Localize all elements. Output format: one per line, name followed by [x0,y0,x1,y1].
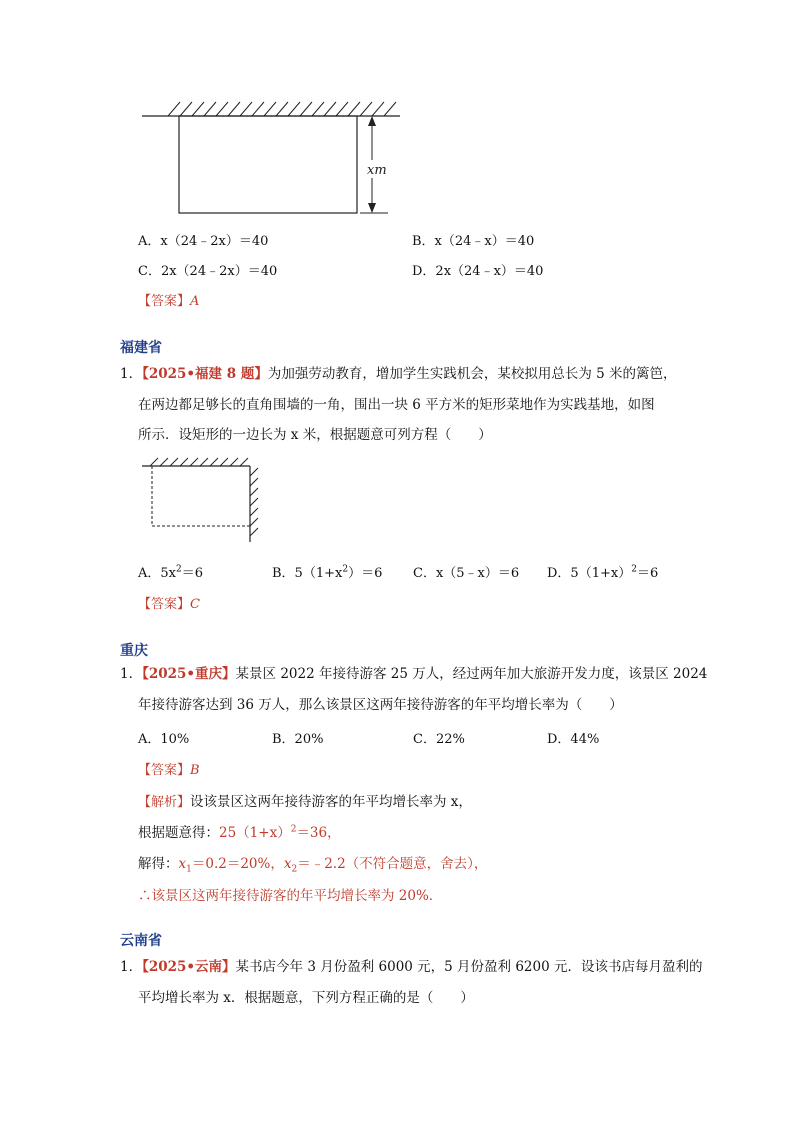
q0-option-c: C．2x（24﹣2x）＝40 [138,264,278,279]
subscript: 2 [291,864,298,875]
option-text: ＝6 [636,566,659,581]
q0-answer [138,290,199,309]
fujian-question-line3: 所示．设矩形的一边长为 x 米，根据题意可列方程（ ） [138,427,492,443]
section-heading-chongqing: 重庆 [120,643,148,659]
analysis-text: 根据题意得： [138,825,219,841]
answer-value: C [190,597,200,612]
question-number: 1． [120,366,143,382]
fujian-question-line2: 在两边都足够长的直角围墙的一角，围出一块 6 平方米的矩形菜地作为实践基地，如图 [138,397,655,413]
analysis-formula: ＝﹣2.2（不符合题意，舍去）， [297,856,488,872]
option-text: B．5（1+x [272,566,343,581]
section-heading-yunnan: 云南省 [120,933,162,949]
chongqing-analysis-line1 [138,790,472,810]
analysis-label: 【解析】 [138,795,191,810]
chongqing-question-line1 [120,664,707,684]
q0-option-d: D．2x（24﹣x）＝40 [412,264,544,279]
analysis-text: 解得： [138,856,179,872]
superscript: 2 [342,564,349,575]
answer-label: 【答案】 [138,597,191,612]
source-tag: 【2025•云南】 [142,959,236,975]
analysis-variable: x [283,856,292,872]
chongqing-analysis-line2 [138,821,341,841]
option-text: A．5x [138,566,176,581]
subscript: 1 [186,864,192,875]
figure-corner-wall [138,456,263,546]
analysis-formula: ＝36， [296,825,341,841]
fujian-option-c: C．x（5﹣x）＝6 [413,566,520,581]
fujian-answer [138,593,200,612]
chongqing-analysis-line3 [138,852,487,875]
question-number: 1． [120,666,143,682]
fujian-option-d [547,562,658,581]
question-text: 为加强劳动教育，增加学生实践机会，某校拟用总长为 5 米的篱笆， [267,366,677,382]
yunnan-question-line2: 平均增长率为 x．根据题意，下列方程正确的是（ ） [138,990,474,1006]
superscript: 2 [631,564,637,575]
chongqing-analysis-line4: ∴该景区这两年接待游客的年平均增长率为 20%． [138,888,443,904]
chongqing-answer [138,759,200,778]
section-heading-fujian: 福建省 [120,340,162,356]
figure-rectangle-wall [138,96,408,220]
answer-value: B [190,763,200,778]
question-text: 某景区 2022 年接待游客 25 万人，经过两年加大旅游开发力度，该景区 2024 [235,666,708,682]
fujian-option-b [272,562,382,581]
chongqing-question-line2: 年接待游客达到 36 万人，那么该景区这两年接待游客的年平均增长率为（ ） [138,697,623,713]
yunnan-question-line1 [120,957,702,977]
analysis-formula: ＝0.2＝20%， [191,856,284,872]
source-tag: 【2025•福建 8 题】 [142,366,268,382]
option-text: D．5（1+x） [547,566,632,581]
chongqing-option-d: D．44% [547,732,600,747]
fujian-option-a [138,562,203,581]
chongqing-option-a: A．10% [138,732,190,747]
analysis-formula: 25（1+x） [219,825,291,841]
answer-label: 【答案】 [138,763,191,778]
q0-option-b: B．x（24﹣x）＝40 [412,234,535,249]
q0-option-a: A．x（24﹣2x）＝40 [138,234,269,249]
analysis-variable: x [178,856,187,872]
answer-label: 【答案】 [138,294,191,309]
option-text: ＝6 [181,566,204,581]
option-text: ）＝6 [348,566,383,581]
chongqing-option-c: C．22% [413,732,465,747]
source-tag: 【2025•重庆】 [142,666,236,682]
chongqing-option-b: B．20% [272,732,324,747]
superscript: 2 [176,564,182,575]
superscript: 2 [290,824,297,835]
fig1-label: xm [367,163,387,178]
fujian-question-line1 [120,364,677,384]
analysis-text: 设该景区这两年接待游客的年平均增长率为 x， [190,794,472,810]
question-number: 1． [120,959,143,975]
answer-value: A [190,294,200,309]
question-text: 某书店今年 3 月份盈利 6000 元，5 月份盈利 6200 元．设该书店每月盈利的 [235,959,703,975]
